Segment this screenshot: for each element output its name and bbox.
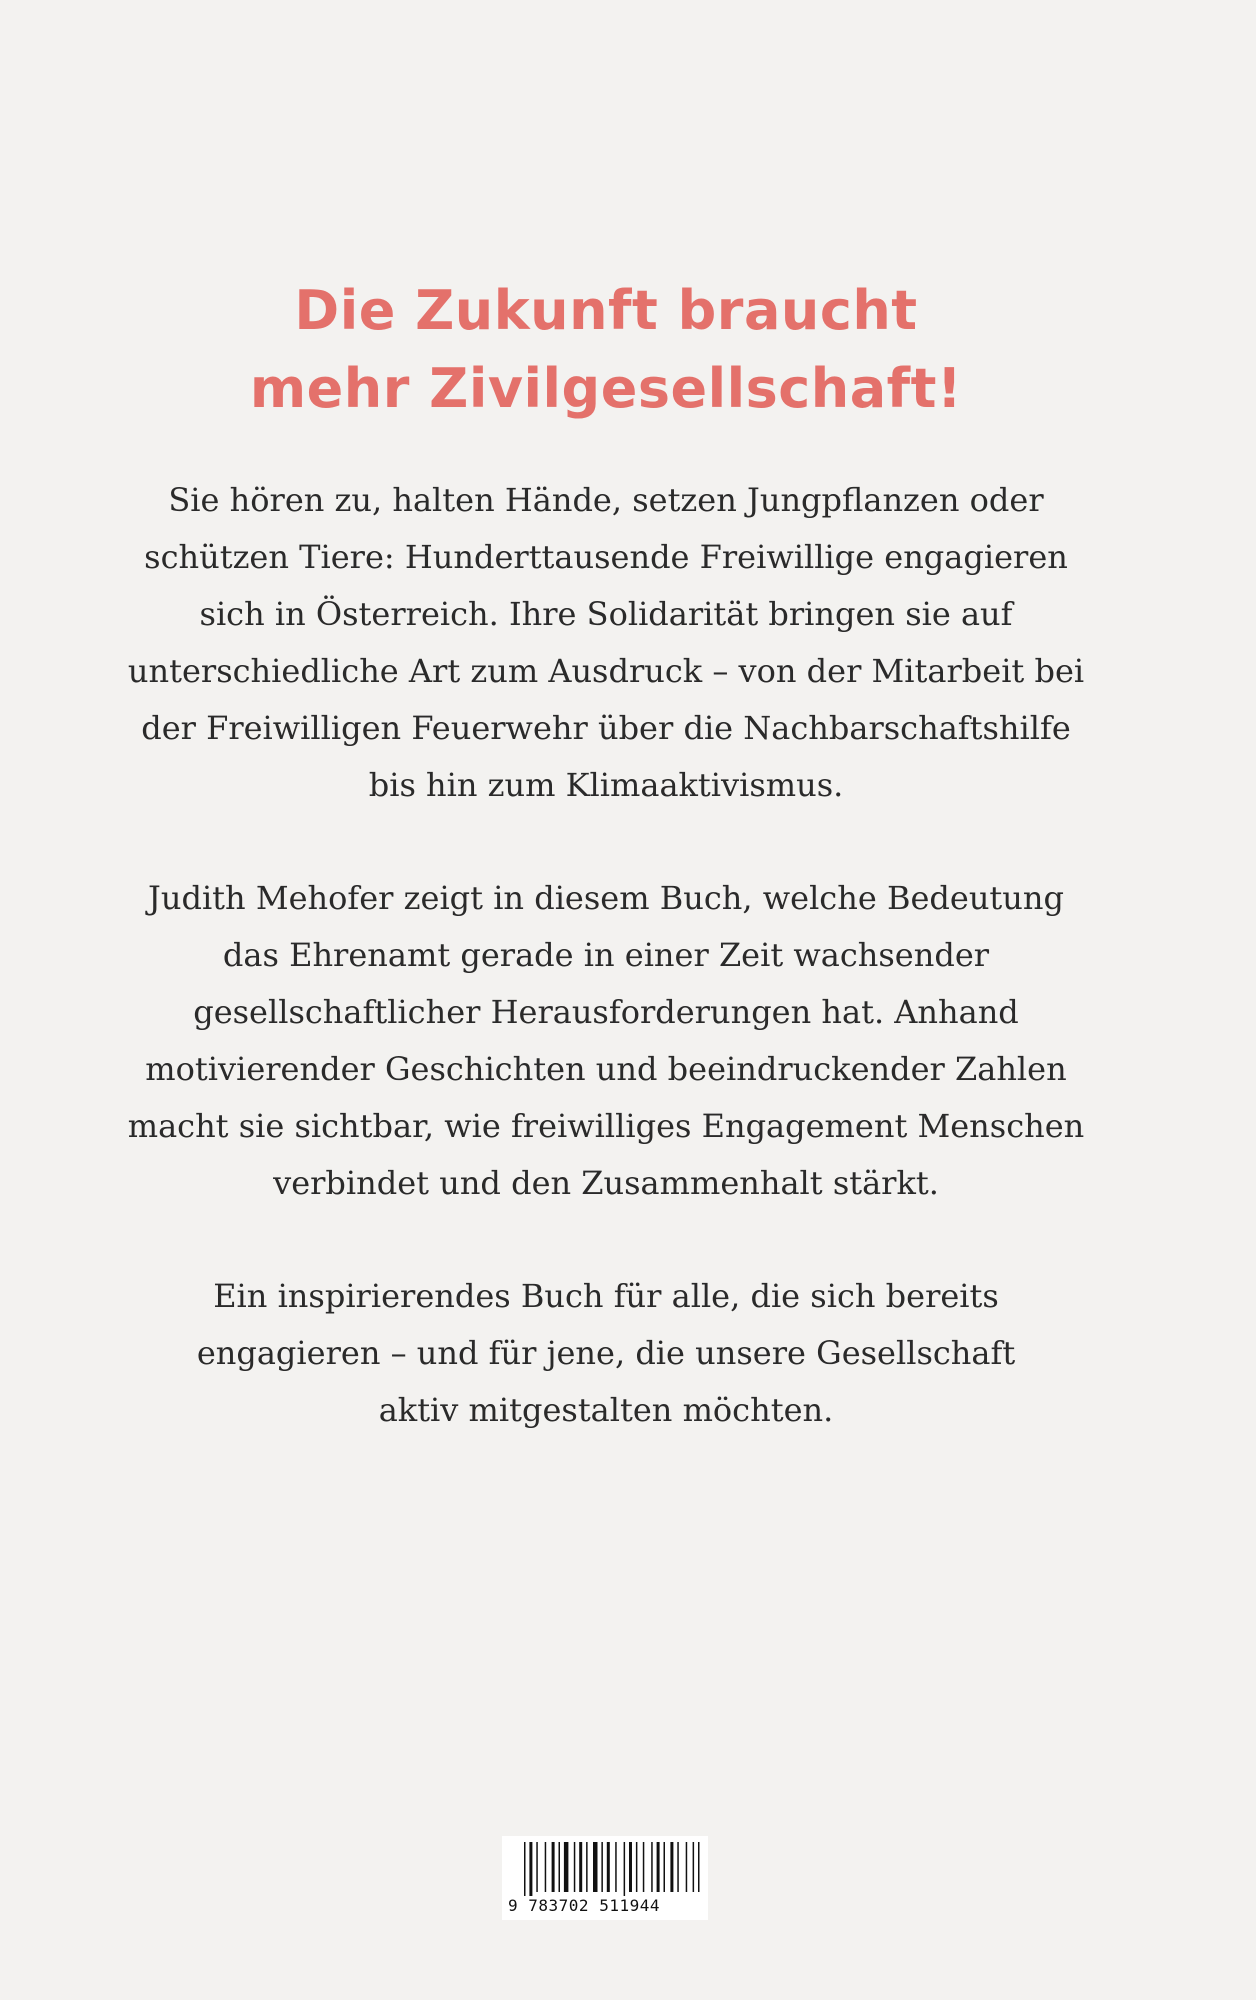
- barcode-bar: [559, 1842, 561, 1892]
- barcode-bar: [664, 1842, 666, 1892]
- paragraph-line: gesellschaftlicher Herausforderungen hat. Anhand: [193, 993, 1019, 1031]
- barcode-bar: [601, 1842, 603, 1892]
- barcode-bar: [574, 1842, 576, 1892]
- barcode-digits: 9 783702 511944: [508, 1896, 660, 1915]
- barcode-bar: [607, 1842, 610, 1892]
- paragraph-line: Judith Mehofer zeigt in diesem Buch, welche Bedeutung: [148, 879, 1064, 917]
- headline: [0, 272, 1212, 428]
- headline-line-2: mehr Zivilgesellschaft!: [249, 357, 963, 420]
- barcode-bar: [624, 1842, 626, 1896]
- barcode-bar: [636, 1842, 638, 1892]
- barcode-bar: [651, 1842, 653, 1892]
- blurb-paragraph-2: [100, 870, 1112, 1212]
- barcode-bar: [536, 1842, 538, 1892]
- paragraph-line: Ein inspirierendes Buch für alle, die sich bereits: [213, 1277, 999, 1315]
- paragraph-line: schützen Tiere: Hunderttausende Freiwillige engagieren: [144, 538, 1068, 576]
- barcode-bar: [629, 1842, 632, 1892]
- barcode-bar: [693, 1842, 695, 1892]
- paragraph-line: der Freiwilligen Feuerwehr über die Nachbarschaftshilfe: [141, 709, 1071, 747]
- barcode-bar: [529, 1842, 532, 1896]
- headline-line-1: Die Zukunft braucht: [294, 279, 918, 342]
- blurb-paragraph-3: [100, 1268, 1112, 1439]
- paragraph-line: verbindet und den Zusammenhalt stärkt.: [273, 1164, 939, 1202]
- paragraph-line: aktiv mitgestalten möchten.: [378, 1391, 834, 1429]
- barcode-bars-icon: [502, 1836, 708, 1896]
- barcode-bar: [670, 1842, 673, 1892]
- barcode-bar: [686, 1842, 688, 1892]
- paragraph-line: engagieren – und für jene, die unsere Gesellschaft: [196, 1334, 1016, 1372]
- paragraph-line: sich in Österreich. Ihre Solidarität bringen sie auf: [199, 595, 1013, 633]
- barcode-bar: [586, 1842, 588, 1892]
- barcode-bar: [643, 1842, 645, 1892]
- isbn-barcode: [502, 1836, 708, 1920]
- paragraph-line: bis hin zum Klimaaktivismus.: [368, 766, 844, 804]
- barcode-bar: [615, 1842, 617, 1892]
- blurb-paragraph-1: [100, 472, 1112, 814]
- paragraph-line: das Ehrenamt gerade in einer Zeit wachsender: [222, 936, 990, 974]
- barcode-bar: [552, 1842, 555, 1892]
- paragraph-line: motivierender Geschichten und beeindruckender Zahlen: [145, 1050, 1067, 1088]
- barcode-bar: [657, 1842, 660, 1892]
- barcode-bar: [545, 1842, 547, 1892]
- barcode-bar: [579, 1842, 582, 1892]
- barcode-bar: [698, 1842, 700, 1892]
- paragraph-line: Sie hören zu, halten Hände, setzen Jungpflanzen oder: [168, 481, 1044, 519]
- barcode-bar: [564, 1842, 569, 1892]
- barcode-bar: [524, 1842, 526, 1896]
- paragraph-line: unterschiedliche Art zum Ausdruck – von der Mitarbeit bei: [127, 652, 1085, 690]
- barcode-bar: [677, 1842, 679, 1892]
- barcode-bar: [593, 1842, 598, 1892]
- paragraph-line: macht sie sichtbar, wie freiwilliges Engagement Menschen: [127, 1107, 1085, 1145]
